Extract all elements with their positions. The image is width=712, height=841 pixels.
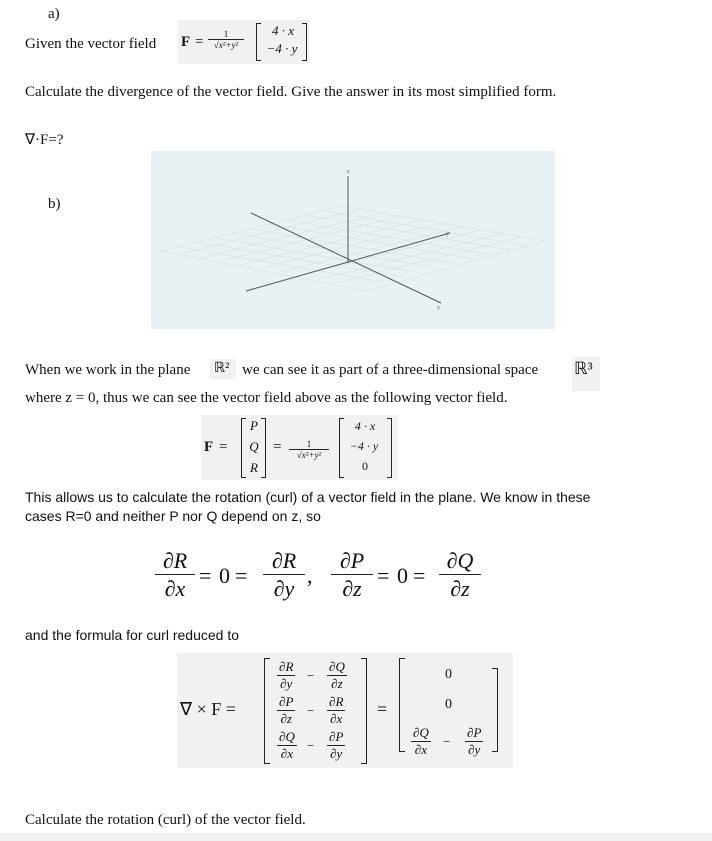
coordinate-plot bbox=[151, 151, 555, 329]
r3-box bbox=[572, 357, 600, 391]
coefficient-numerator-b: 1 bbox=[289, 439, 329, 450]
fraction-dQ-dz: ∂Q ∂z bbox=[439, 548, 481, 603]
equals-sign-b1: = bbox=[219, 439, 228, 455]
curl-row-1: $\frac{\partial R}{\partial y}$ − $\frac{\partial Q}{\partial z}$ bbox=[279, 659, 345, 691]
result-row-3: $\frac{\partial Q}{\partial x}$ − $\frac{\partial P}{\partial y}$ bbox=[413, 725, 482, 757]
vector-b-row-3: 0 bbox=[362, 459, 368, 473]
divergence-instruction: Calculate the divergence of the vector field. Give the answer in its most simplified form. bbox=[25, 84, 557, 100]
grid-plane bbox=[161, 206, 546, 291]
eq-sign-1: = bbox=[199, 563, 212, 588]
plane-text-2: where z = 0, thus we can see the vector field above as the following vector field. bbox=[25, 390, 508, 406]
left-bracket bbox=[256, 23, 261, 61]
vector-b-row-2: −4 · y bbox=[349, 439, 379, 453]
curl-paragraph-line-1: This allows us to calculate the rotation (curl) of a vector field in the plane. We know in these bbox=[25, 489, 591, 505]
result-row-2: 0 bbox=[445, 697, 452, 712]
fraction-dR-dy: ∂R ∂y bbox=[263, 548, 305, 603]
curl-row-2: $\frac{\partial P}{\partial z}$ − $\frac{\partial R}{\partial x}$ bbox=[279, 694, 344, 726]
curl-right-bracket bbox=[361, 658, 367, 764]
field-symbol-b: F bbox=[204, 439, 214, 455]
vector-field-formula-b bbox=[201, 415, 398, 480]
pqr-left-bracket bbox=[241, 418, 246, 478]
field-symbol: F bbox=[181, 34, 191, 50]
result-right-bracket bbox=[492, 668, 498, 752]
eq-sign-4: = bbox=[413, 563, 426, 588]
curl-paragraph-line-2: cases R=0 and neither P nor Q depend on z, so bbox=[25, 508, 321, 524]
bottom-bar bbox=[0, 833, 712, 841]
equals-sign-b2: = bbox=[273, 439, 282, 455]
result-left-bracket bbox=[399, 658, 405, 752]
curl-equals: = bbox=[377, 699, 388, 719]
vector-row-1: 4 · x bbox=[271, 23, 295, 38]
part-b-label: b) bbox=[48, 196, 61, 212]
eq-sign-2: = bbox=[235, 563, 248, 588]
right-bracket bbox=[302, 23, 307, 61]
vector-field-formula-a bbox=[178, 20, 309, 64]
given-text: Given the vector field bbox=[25, 36, 157, 52]
component-p: P bbox=[250, 418, 258, 433]
plane-outline bbox=[161, 206, 546, 291]
coefficient-numerator: 1 bbox=[208, 29, 244, 40]
coefficient-fraction bbox=[208, 29, 244, 50]
grid-lines-b bbox=[181, 209, 521, 282]
curl-paragraph bbox=[25, 488, 590, 526]
vector-row-2: −4 · y bbox=[266, 41, 298, 56]
component-r: R bbox=[250, 460, 258, 475]
curl-row-3: $\frac{\partial Q}{\partial x}$ − $\frac{\partial P}{\partial y}$ bbox=[279, 729, 344, 761]
grid-lines-a bbox=[179, 211, 528, 282]
divergence-question: ∇·F=? bbox=[25, 132, 64, 148]
r3-symbol: ℝ³ bbox=[574, 359, 593, 378]
plane-text-1b: we can see it as part of a three-dimensional space bbox=[242, 362, 539, 378]
formula-intro: and the formula for curl reduced to bbox=[25, 627, 240, 643]
fraction-dP-dz: ∂P ∂z bbox=[331, 548, 373, 603]
part-a-label: a) bbox=[48, 6, 60, 22]
z-axis-label: z bbox=[347, 169, 350, 175]
y-axis-label: y bbox=[446, 231, 449, 237]
equals-sign: = bbox=[195, 34, 204, 50]
axes bbox=[246, 176, 450, 303]
curl-left-bracket bbox=[264, 658, 270, 764]
vec-right-bracket bbox=[387, 418, 392, 478]
curl-question: Calculate the rotation (curl) of the vector field. bbox=[25, 812, 306, 828]
plane-text-1a: When we work in the plane bbox=[25, 362, 191, 378]
vector-b-row-1: 4 · x bbox=[354, 419, 376, 433]
curl-formula bbox=[177, 653, 513, 768]
coefficient-denominator-b: √x²+y² bbox=[296, 450, 322, 460]
result-row-1: 0 bbox=[445, 667, 452, 682]
fraction-dR-dx: ∂R ∂x bbox=[155, 548, 195, 603]
coefficient-denominator: √x²+y² bbox=[213, 40, 239, 50]
eq-zero-2: 0 bbox=[397, 563, 408, 588]
r2-symbol: ℝ² bbox=[214, 361, 230, 376]
r2-box bbox=[210, 359, 236, 379]
pqr-right-bracket bbox=[261, 418, 266, 478]
component-q: Q bbox=[249, 439, 259, 454]
plot-svg bbox=[151, 151, 555, 329]
x-axis-label: x bbox=[437, 305, 440, 311]
coefficient-fraction-b bbox=[289, 439, 329, 460]
eq-sign-3: = bbox=[377, 563, 390, 588]
curl-lhs: ∇ × F = bbox=[180, 699, 236, 719]
partial-derivative-equation: ∂R ∂x = 0 = ∂R ∂y , ∂P ∂z = 0 = ∂Q ∂z bbox=[155, 548, 485, 608]
eq-zero-1: 0 bbox=[219, 563, 230, 588]
